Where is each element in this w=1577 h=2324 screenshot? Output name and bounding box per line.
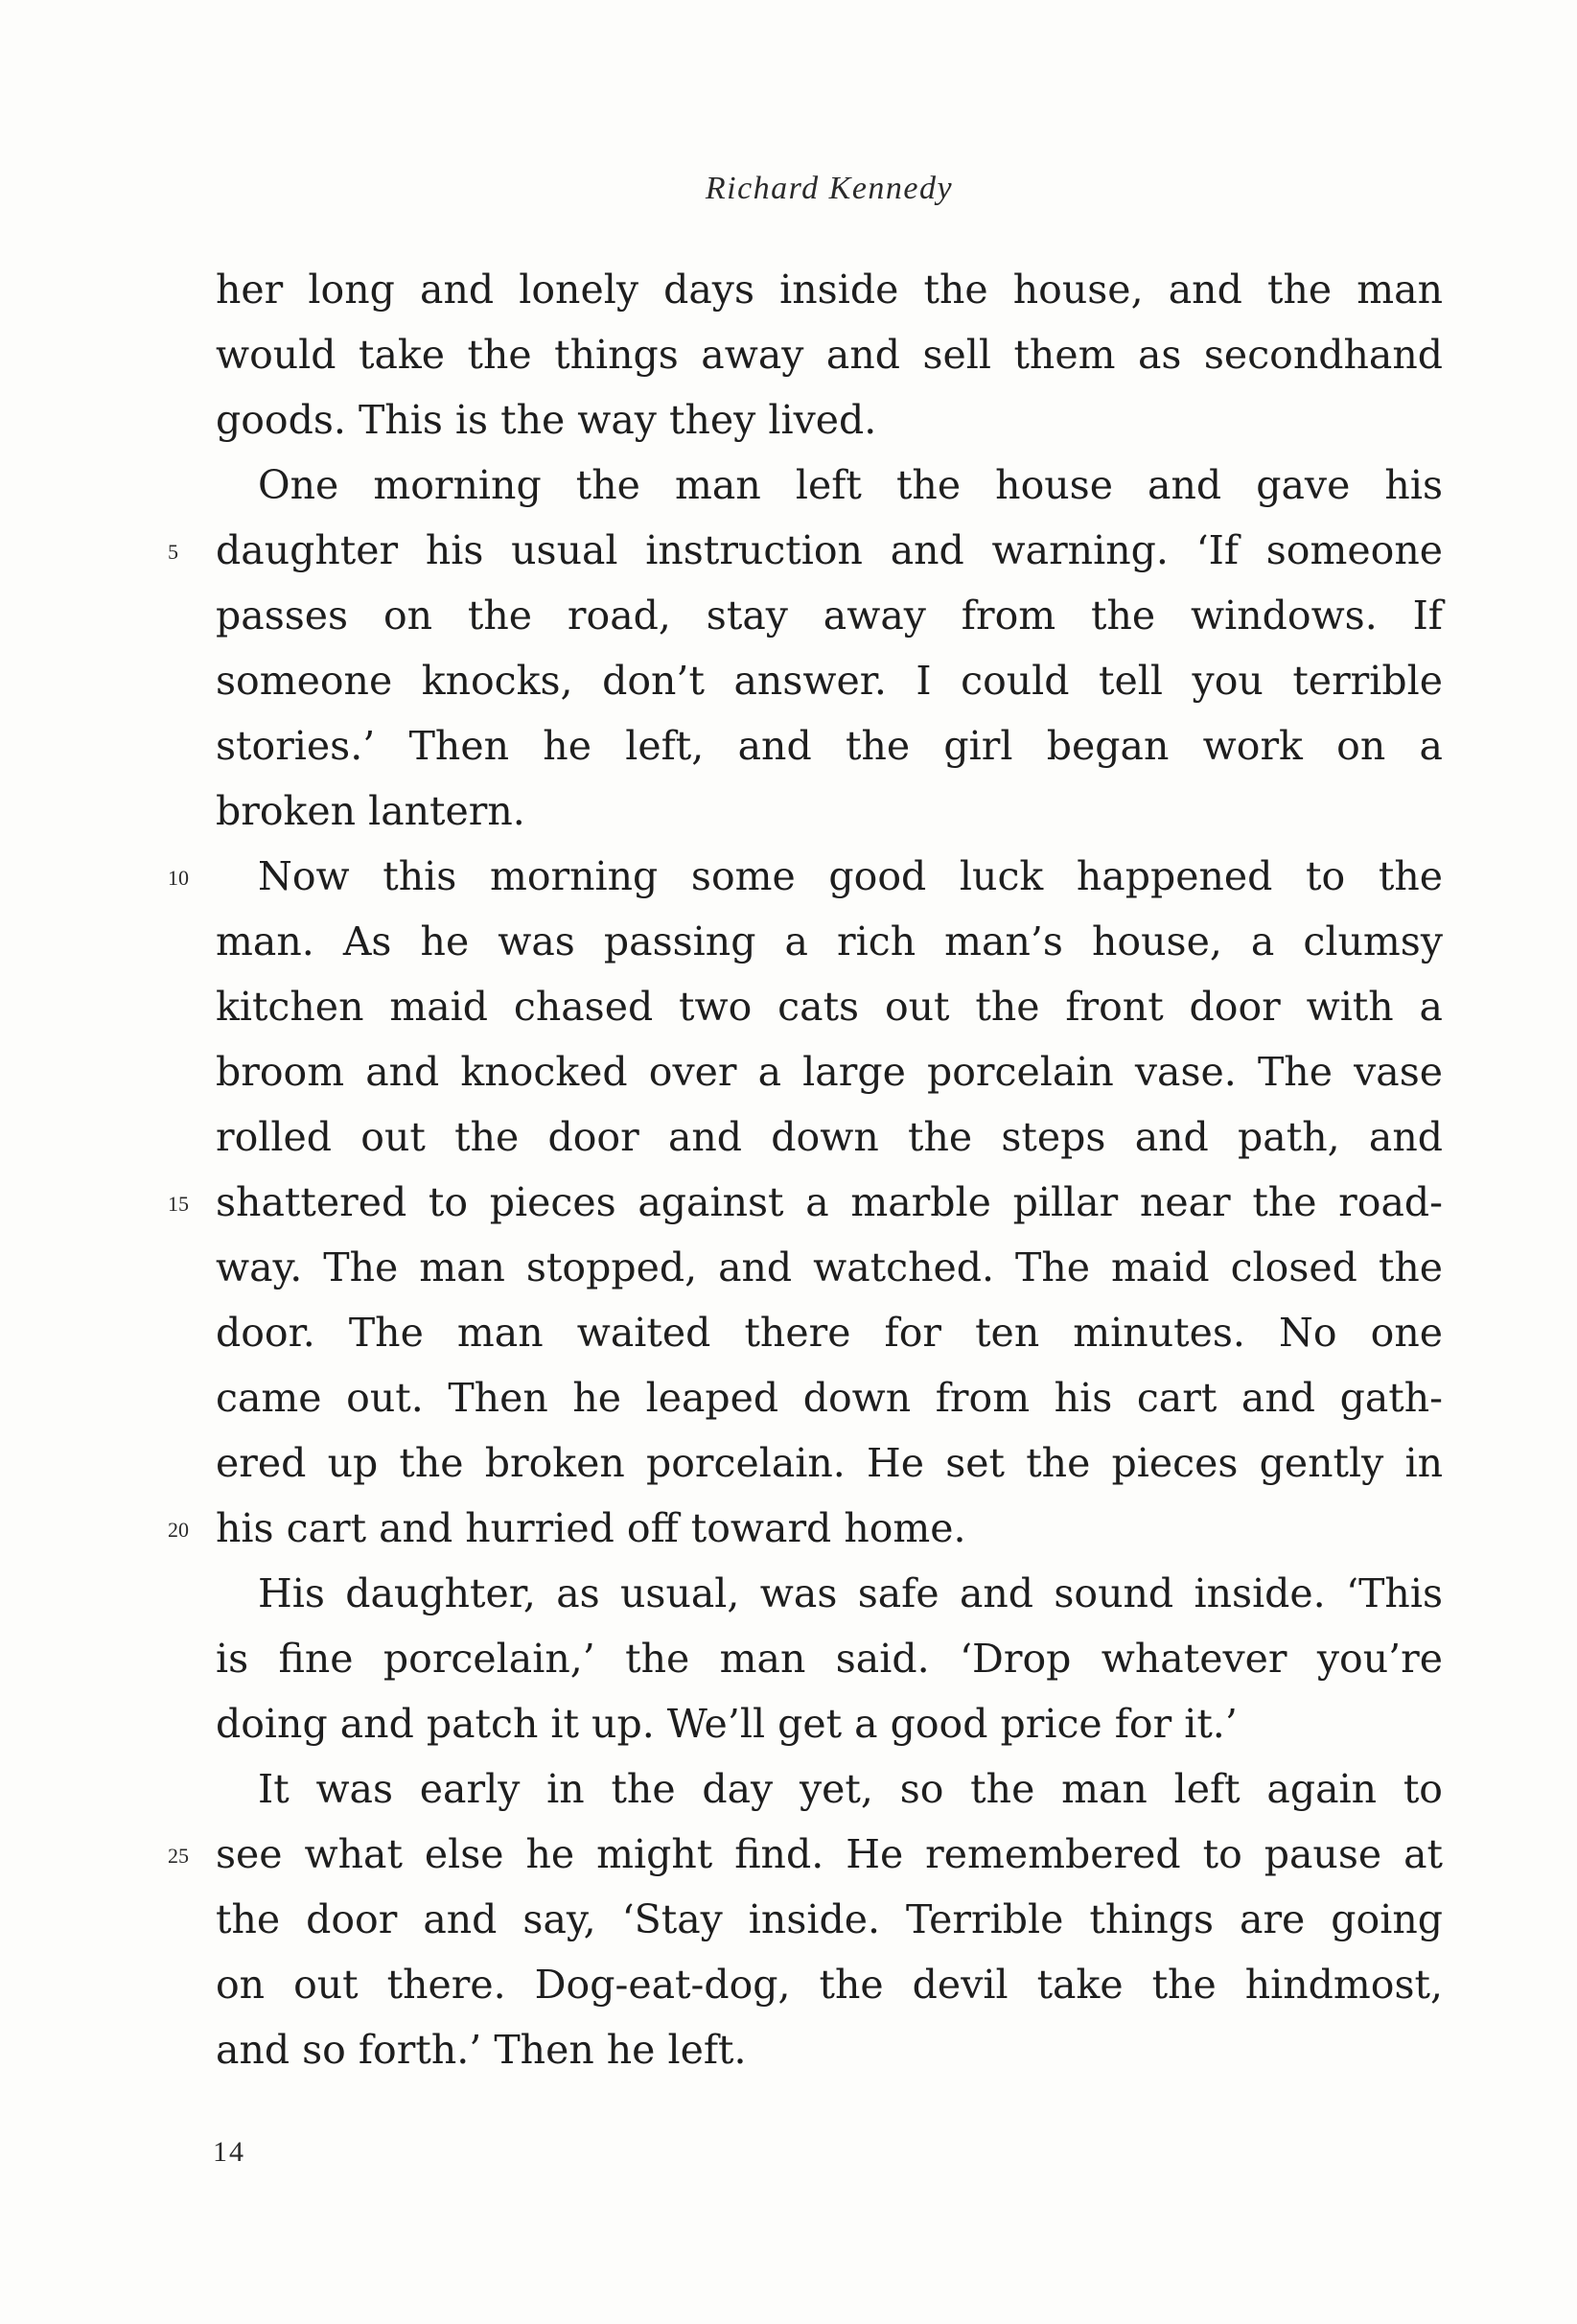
line-text: man. As he was passing a rich man’s house, a clumsy [216, 918, 1443, 964]
text-line [216, 1691, 1443, 1756]
text-line [216, 387, 1443, 453]
line-number: 25 [168, 1844, 189, 1868]
text-line [216, 909, 1443, 974]
line-text: passes on the road, stay away from the windows. If [216, 593, 1443, 639]
text-line [168, 1496, 1443, 1561]
text-line [216, 1039, 1443, 1104]
line-text: ered up the broken porcelain. He set the pieces gently in [216, 1440, 1443, 1486]
text-line [216, 1365, 1443, 1430]
running-head: Richard Kennedy [705, 171, 954, 206]
line-text: His daughter, as usual, was safe and sound inside. ‘This [258, 1570, 1443, 1616]
line-text: goods. This is the way they lived. [216, 397, 877, 443]
page-number: 14 [213, 2136, 245, 2168]
line-text: see what else he might find. He remembered to pause at [216, 1831, 1443, 1877]
line-text: One morning the man left the house and gave his [258, 462, 1443, 508]
text-line [216, 453, 1443, 518]
text-line [216, 779, 1443, 844]
line-text: would take the things away and sell them as secondhand [216, 332, 1443, 378]
line-text: Now this morning some good luck happened to the [258, 853, 1443, 899]
line-text: is fine porcelain,’ the man said. ‘Drop whatever you’re [216, 1636, 1443, 1682]
text-line [216, 2017, 1443, 2082]
text-line [216, 1626, 1443, 1691]
text-line [216, 1887, 1443, 1952]
line-text: daughter his usual instruction and warning. ‘If someone [216, 527, 1443, 573]
text-line [216, 974, 1443, 1039]
body-text [168, 257, 1443, 2082]
line-text: kitchen maid chased two cats out the front door with a [216, 984, 1443, 1030]
line-text: stories.’ Then he left, and the girl began work on a [216, 723, 1443, 769]
line-text: someone knocks, don’t answer. I could tell you terrible [216, 658, 1443, 704]
text-line [216, 1952, 1443, 2017]
text-line [216, 648, 1443, 713]
line-number: 20 [168, 1518, 189, 1542]
text-line [216, 1104, 1443, 1170]
text-line [216, 1430, 1443, 1496]
text-line [216, 322, 1443, 387]
line-text: came out. Then he leaped down from his cart and gath- [216, 1375, 1443, 1421]
text-line [168, 844, 1443, 909]
line-text: her long and lonely days inside the house, and the man [216, 267, 1443, 313]
line-text: It was early in the day yet, so the man left again to [258, 1766, 1443, 1812]
line-text: on out there. Dog-eat-dog, the devil take the hindmost, [216, 1962, 1443, 2008]
line-text: shattered to pieces against a marble pillar near the road- [216, 1179, 1443, 1225]
line-text: doing and patch it up. We’ll get a good price for it.’ [216, 1701, 1238, 1747]
text-line [168, 1170, 1443, 1235]
text-line [216, 257, 1443, 322]
text-line [216, 1300, 1443, 1365]
text-line [216, 713, 1443, 779]
line-text: way. The man stopped, and watched. The maid closed the [216, 1244, 1443, 1290]
text-line [216, 583, 1443, 648]
line-text: rolled out the door and down the steps and path, and [216, 1114, 1443, 1160]
text-line [168, 1822, 1443, 1887]
line-text: his cart and hurried off toward home. [216, 1505, 966, 1551]
line-number: 10 [168, 866, 189, 890]
line-text: door. The man waited there for ten minutes. No one [216, 1310, 1443, 1356]
text-line [216, 1561, 1443, 1626]
text-line [216, 1756, 1443, 1822]
line-text: and so forth.’ Then he left. [216, 2027, 747, 2073]
line-text: the door and say, ‘Stay inside. Terrible things are going [216, 1896, 1443, 1942]
line-number: 15 [168, 1192, 189, 1216]
text-line [216, 1235, 1443, 1300]
line-number: 5 [168, 540, 178, 564]
text-line [168, 518, 1443, 583]
line-text: broom and knocked over a large porcelain vase. The vase [216, 1049, 1443, 1095]
line-text: broken lantern. [216, 788, 525, 834]
